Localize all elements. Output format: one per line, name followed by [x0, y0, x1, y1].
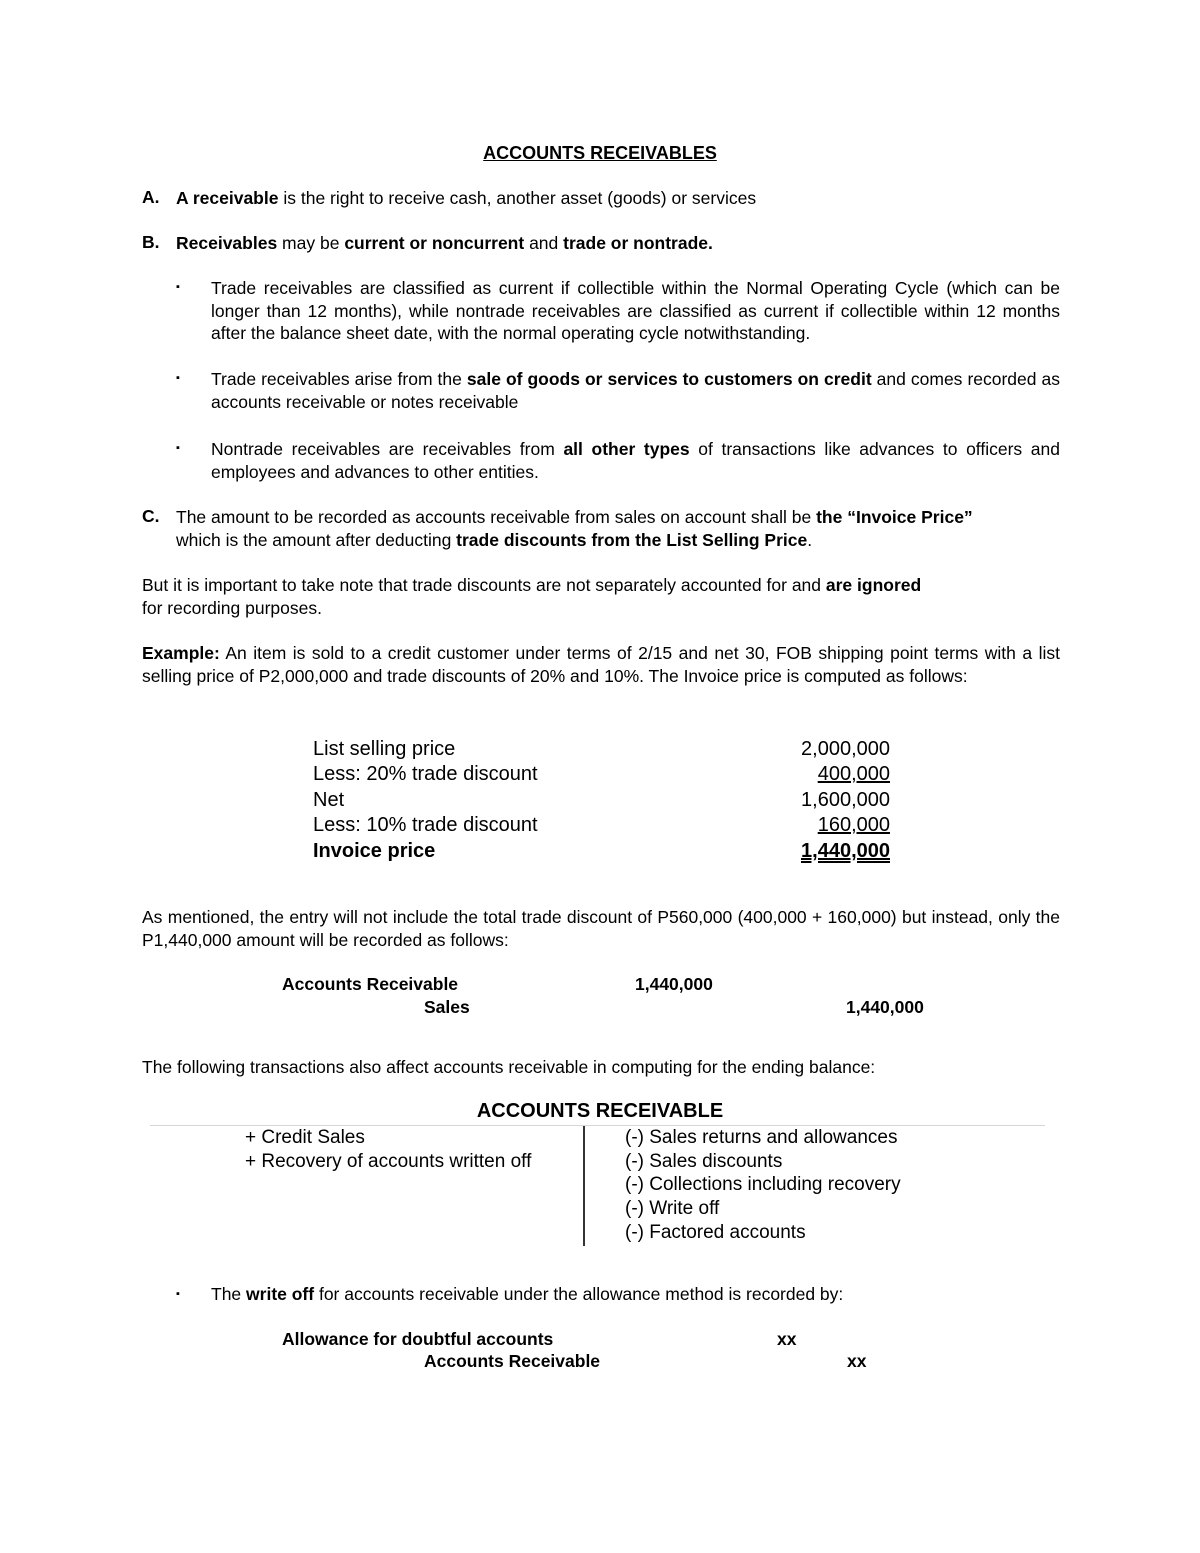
section-c-t5: . — [807, 530, 813, 550]
t-account-title: ACCOUNTS RECEIVABLE — [476, 1100, 724, 1122]
section-b-t2: may be — [277, 233, 345, 253]
example-paragraph — [142, 642, 1060, 687]
example-label: Example: — [142, 643, 220, 663]
section-b-t4: and — [524, 233, 564, 253]
invoice-row-label: List selling price — [313, 738, 456, 760]
note-t1: But it is important to take note that trade discounts are not separately accounted for and — [142, 575, 826, 595]
writeoff-paragraph — [211, 1284, 843, 1305]
entry-credit-account: Sales — [424, 997, 470, 1017]
t-account-debit-item: + Credit Sales — [245, 1127, 365, 1148]
bullet-2-part-3: and comes recorded as accounts receivable or notes receivable — [211, 369, 1061, 412]
bullet-2-part-1: Trade receivables arise from the — [211, 369, 467, 389]
invoice-row-value: 400,000 — [817, 763, 890, 785]
section-b-text — [176, 232, 1060, 255]
t-account-vertical-line — [583, 1126, 585, 1246]
section-c-line-2 — [176, 529, 812, 552]
invoice-row-label: Less: 20% trade discount — [313, 763, 538, 785]
writeoff-t2: write off — [246, 1284, 315, 1304]
entry-credit-amount: 1,440,000 — [846, 997, 924, 1017]
section-c-t4: trade discounts from the List Selling Price — [456, 530, 808, 550]
t-account-credit-item: (-) Write off — [625, 1198, 720, 1219]
bullet-trade-receivables — [211, 368, 1060, 413]
entry-credit-amount: xx — [847, 1351, 867, 1371]
bullet-3-part-2: all other types — [563, 439, 690, 459]
section-c-t2: the “Invoice Price” — [816, 507, 973, 527]
invoice-total-value: 1,440,000 — [801, 840, 890, 862]
note-line-2: for recording purposes. — [142, 598, 322, 618]
t-account-credit-item: (-) Sales returns and allowances — [625, 1127, 898, 1148]
section-a-definition: is the right to receive cash, another asset (goods) or services — [278, 188, 757, 208]
section-c-t3: which is the amount after deducting — [176, 530, 457, 550]
section-c-letter: C. — [142, 506, 160, 526]
bullet-marker: ▪ — [176, 281, 180, 293]
section-a-text — [176, 187, 1060, 210]
writeoff-t1: The — [211, 1284, 247, 1304]
bullet-3-part-3: of transactions like advances to officers and employees and advances to other entities. — [211, 439, 1060, 482]
entry-debit-account: Allowance for doubtful accounts — [282, 1329, 554, 1349]
section-b-t3: current or noncurrent — [344, 233, 525, 253]
invoice-row-value: 160,000 — [817, 814, 890, 836]
t-account-credit-item: (-) Sales discounts — [625, 1151, 783, 1172]
page-title: ACCOUNTS RECEIVABLES — [483, 143, 717, 163]
invoice-row-label: Less: 10% trade discount — [313, 814, 538, 836]
mentioned-paragraph: As mentioned, the entry will not include the total trade discount of P560,000 (400,000 + 160,000) but instead, only the P1,440,000 amount will be recorded as follows: — [142, 907, 1060, 950]
section-a-letter: A. — [142, 187, 160, 207]
following-paragraph: The following transactions also affect accounts receivable in computing for the ending balance: — [142, 1057, 876, 1077]
bullet-nontrade-receivables — [211, 438, 1060, 483]
bullet-3-part-1: Nontrade receivables are receivables from — [211, 439, 564, 459]
section-b-letter: B. — [142, 232, 160, 252]
t-account-credit-item: (-) Collections including recovery — [625, 1174, 901, 1195]
invoice-row-value: 2,000,000 — [801, 738, 890, 760]
note-line-1 — [142, 574, 921, 597]
t-account-credit-item: (-) Factored accounts — [625, 1222, 806, 1243]
bullet-marker: ▪ — [176, 372, 180, 384]
invoice-row-value: 1,600,000 — [801, 789, 890, 811]
entry-credit-account: Accounts Receivable — [424, 1351, 601, 1371]
invoice-total-label: Invoice price — [313, 840, 436, 862]
section-a-term: A receivable — [176, 188, 279, 208]
t-account-debit-item: + Recovery of accounts written off — [245, 1151, 532, 1172]
bullet-marker: ▪ — [176, 442, 180, 454]
example-text: An item is sold to a credit customer under terms of 2/15 and net 30, FOB shipping point terms with a list selling price of P2,000,000 and trade discounts of 20% and 10%. The Invoice price is computed as follows: — [142, 643, 1060, 686]
section-c-t1: The amount to be recorded as accounts receivable from sales on account shall be — [176, 507, 817, 527]
invoice-row-label: Net — [313, 789, 345, 811]
section-c-line-1 — [176, 506, 973, 529]
entry-debit-amount: 1,440,000 — [635, 974, 713, 994]
section-b-t1: Receivables — [176, 233, 278, 253]
entry-debit-account: Accounts Receivable — [282, 974, 459, 994]
note-t2: are ignored — [825, 575, 922, 595]
writeoff-t3: for accounts receivable under the allowance method is recorded by: — [314, 1284, 844, 1304]
bullet-marker: ▪ — [176, 1288, 180, 1300]
section-b-t5: trade or nontrade. — [563, 233, 713, 253]
bullet-2-part-2: sale of goods or services to customers on credit — [466, 369, 872, 389]
bullet-trade-classification: Trade receivables are classified as current if collectible within the Normal Operating Cycle (which can be longer than 12 months), while nontrade receivables are classified as current if collectible within 12 months after the balance sheet date, with the normal operating cycle notwithstanding. — [211, 278, 1060, 343]
entry-debit-amount: xx — [777, 1329, 797, 1349]
